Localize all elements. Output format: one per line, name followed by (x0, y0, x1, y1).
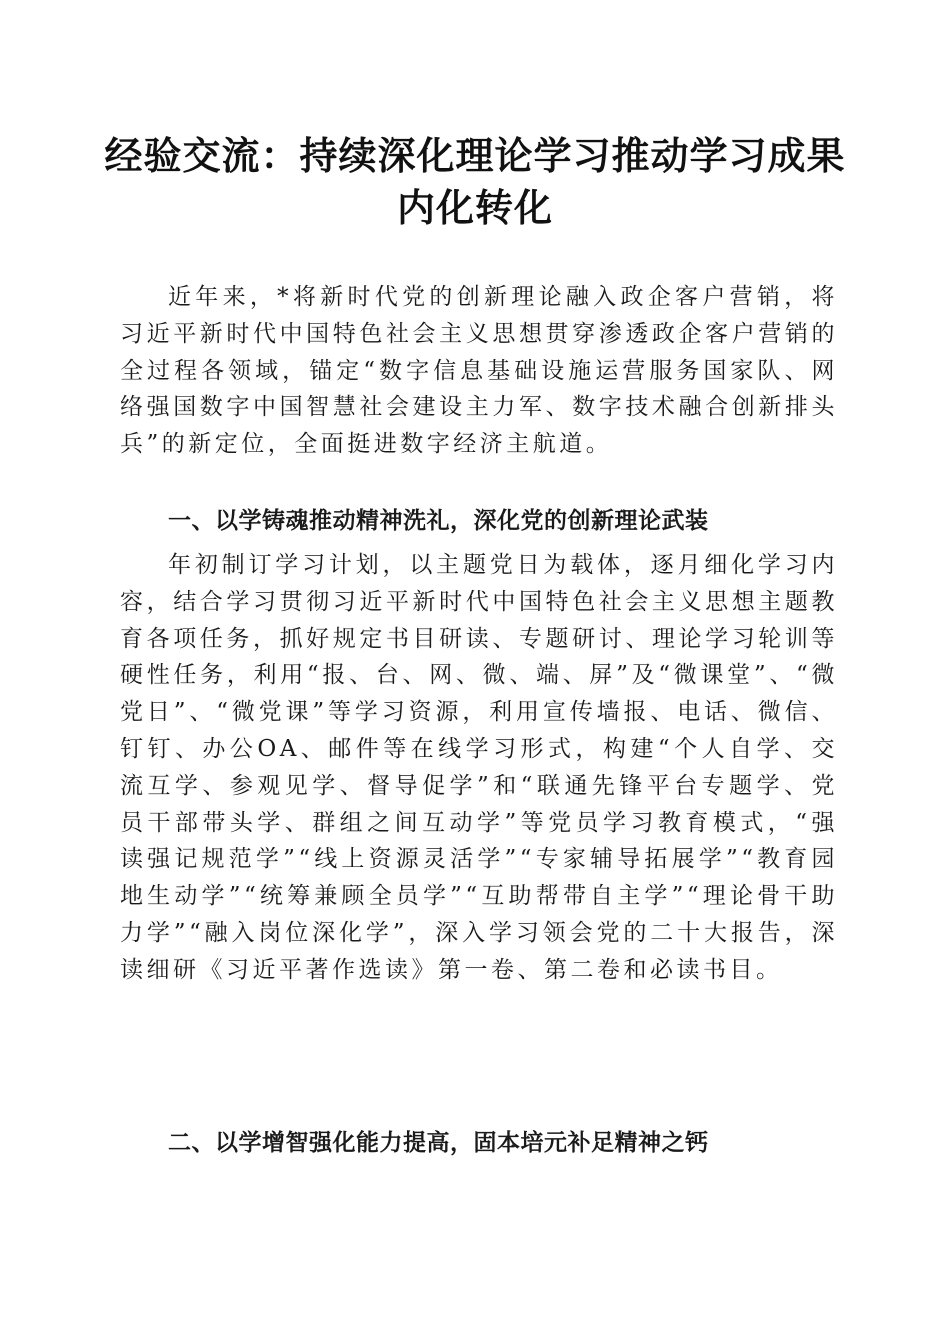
section-heading-one: 一、以学铸魂推动精神洗礼，深化党的创新理论武装 (168, 508, 709, 534)
intro-paragraph: 近年来，*将新时代党的创新理论融入政企客户营销，将习近平新时代中国特色社会主义思想贯穿渗透政企客户营销的全过程各领域，锚定“数字信息基础设施运营服务国家队、网络强国数字中国智慧社会建设主力军、数字技术融合创新排头兵”的新定位，全面挺进数字经济主航道。 (120, 284, 838, 458)
section-one-paragraph: 年初制订学习计划，以主题党日为载体，逐月细化学习内容，结合学习贯彻习近平新时代中国特色社会主义思想主题教育各项任务，抓好规定书目研读、专题研讨、理论学习轮训等硬性任务，利用“报、台、网、微、端、屏”及“微课堂”、“微党日”、“微党课”等学习资源，利用宣传墙报、电话、微信、钉钉、办公OA、邮件等在线学习形式，构建“个人自学、交流互学、参观见学、督导促学”和“联通先锋平台专题学、党员干部带头学、群组之间互动学”等党员学习教育模式，“强读强记规范学”“线上资源灵活学”“专家辅导拓展学”“教育园地生动学”“统筹兼顾全员学”“互助帮带自主学”“理论骨干助力学”“融入岗位深化学”，深入学习领会党的二十大报告，深读细研《习近平著作选读》第一卷、第二卷和必读书目。 (120, 552, 838, 983)
document-title: 经验交流：持续深化理论学习推动学习成果内化转化 (104, 133, 846, 230)
section-heading-two: 二、以学增智强化能力提高，固本培元补足精神之钙 (168, 1130, 709, 1156)
